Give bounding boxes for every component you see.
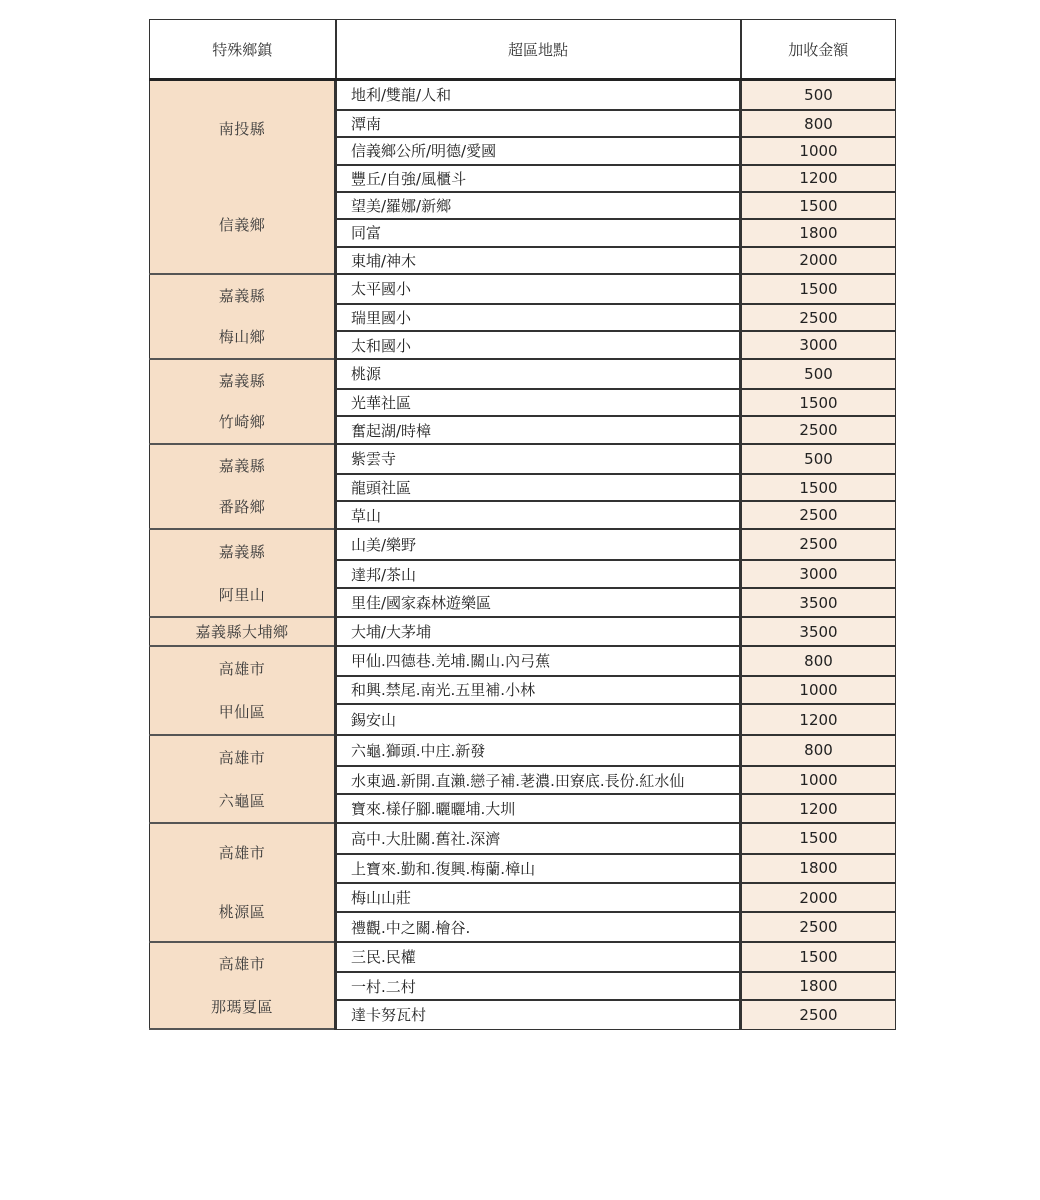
header-surcharge-amount: 加收金額 [741,20,896,80]
table-row [150,274,896,304]
location-cell: 一村.二村 [336,972,741,1001]
amount-cell: 500 [741,80,896,110]
location-cell: 太和國小 [336,331,741,359]
region-township-label: 梅山鄉 [218,328,266,347]
location-cell: 信義鄉公所/明德/愛國 [336,137,741,164]
table-row [150,942,896,972]
location-cell: 上寶來.勤和.復興.梅蘭.樟山 [336,854,741,883]
amount-cell: 3000 [741,560,896,589]
region-label-group [150,647,334,734]
region-township-label: 阿里山 [218,585,266,604]
region-cell [150,646,336,735]
location-cell: 望美/羅娜/新鄉 [336,192,741,219]
location-cell: 瑞里國小 [336,304,741,332]
surcharge-table [149,19,896,1030]
location-cell: 梅山山莊 [336,883,741,912]
amount-cell: 500 [741,359,896,389]
table-body [150,80,896,1030]
region-township-label: 甲仙區 [218,703,266,722]
amount-cell: 1200 [741,165,896,192]
region-label-group [150,824,334,941]
amount-cell: 1500 [741,274,896,304]
region-cell [150,942,336,1029]
table-header [150,20,896,80]
amount-cell: 1800 [741,854,896,883]
region-county-label: 南投縣 [218,120,266,138]
amount-cell: 1500 [741,942,896,972]
amount-cell: 1000 [741,137,896,164]
location-cell: 龍頭社區 [336,474,741,502]
region-cell [150,735,336,823]
region-cell [150,529,336,617]
location-cell: 里佳/國家森林遊樂區 [336,588,741,617]
region-county-label: 嘉義縣 [218,371,266,390]
amount-cell: 1500 [741,389,896,417]
amount-cell: 800 [741,735,896,766]
amount-cell: 1000 [741,676,896,705]
amount-cell: 3500 [741,617,896,646]
region-cell [150,80,336,275]
amount-cell: 1200 [741,794,896,823]
location-cell: 達卡努瓦村 [336,1000,741,1029]
region-label-group [150,530,334,616]
region-township-label: 六龜區 [218,791,266,810]
amount-cell: 1800 [741,219,896,246]
region-cell [150,274,336,359]
location-cell: 光華社區 [336,389,741,417]
location-cell: 達邦/茶山 [336,560,741,589]
header-location: 超區地點 [336,20,741,80]
location-cell: 太平國小 [336,274,741,304]
location-cell: 地利/雙龍/人和 [336,80,741,110]
amount-cell: 500 [741,444,896,474]
location-cell: 寶來.樣仔腳.曬曬埔.大圳 [336,794,741,823]
region-county-label: 高雄市 [218,748,266,767]
location-cell: 甲仙.四德巷.羌埔.關山.內弓蕉 [336,646,741,676]
location-cell: 豐丘/自強/風櫃斗 [336,165,741,192]
table-row [150,529,896,560]
amount-cell: 3000 [741,331,896,359]
region-label-group [150,618,334,645]
amount-cell: 2500 [741,912,896,942]
region-township-label: 那瑪夏區 [210,997,273,1016]
region-township-label: 番路鄉 [218,498,266,517]
location-cell: 禮觀.中之關.檜谷. [336,912,741,942]
location-cell: 三民.民權 [336,942,741,972]
region-county-label: 嘉義縣 [218,286,266,305]
amount-cell: 800 [741,110,896,137]
amount-cell: 1800 [741,972,896,1001]
table-row [150,80,896,110]
location-cell: 和興.禁尾.南光.五里補.小林 [336,676,741,705]
location-cell: 水東過.新開.直瀨.戀子補.荖濃.田寮底.長份.紅水仙 [336,766,741,795]
region-county-label: 高雄市 [218,844,266,863]
region-cell [150,823,336,942]
table-row [150,735,896,766]
amount-cell: 800 [741,646,896,676]
amount-cell: 3500 [741,588,896,617]
amount-cell: 1500 [741,474,896,502]
region-township-label: 信義鄉 [218,216,266,234]
region-label-group [150,360,334,443]
table-row [150,823,896,854]
region-label-group [150,943,334,1028]
region-township-label: 桃源區 [218,902,266,921]
location-cell: 桃源 [336,359,741,389]
region-township-label: 竹崎鄉 [218,413,266,432]
table-row [150,646,896,676]
region-label-group [150,445,334,528]
location-cell: 六龜.獅頭.中庄.新發 [336,735,741,766]
region-county-label: 高雄市 [218,659,266,678]
amount-cell: 2000 [741,883,896,912]
region-county-label: 高雄市 [218,955,266,974]
location-cell: 同富 [336,219,741,246]
amount-cell: 2500 [741,304,896,332]
location-cell: 紫雲寺 [336,444,741,474]
region-county-label: 嘉義縣 [218,456,266,475]
region-cell [150,617,336,646]
region-county-label: 嘉義縣大埔鄉 [195,622,289,641]
region-label-group [150,81,334,273]
location-cell: 錫安山 [336,704,741,735]
amount-cell: 1500 [741,192,896,219]
location-cell: 東埔/神木 [336,247,741,274]
table-row [150,617,896,646]
header-special-township: 特殊鄉鎮 [150,20,336,80]
region-label-group [150,275,334,358]
table-row [150,444,896,474]
region-label-group [150,736,334,822]
location-cell: 草山 [336,501,741,529]
location-cell: 高中.大肚關.舊社.深濟 [336,823,741,854]
table-row [150,359,896,389]
region-cell [150,359,336,444]
amount-cell: 2500 [741,529,896,560]
amount-cell: 1200 [741,704,896,735]
amount-cell: 2500 [741,1000,896,1029]
amount-cell: 1000 [741,766,896,795]
header-row [150,20,896,80]
amount-cell: 1500 [741,823,896,854]
location-cell: 山美/樂野 [336,529,741,560]
location-cell: 潭南 [336,110,741,137]
region-cell [150,444,336,529]
region-county-label: 嘉義縣 [218,542,266,561]
location-cell: 大埔/大茅埔 [336,617,741,646]
amount-cell: 2500 [741,501,896,529]
location-cell: 奮起湖/時樟 [336,416,741,444]
amount-cell: 2000 [741,247,896,274]
amount-cell: 2500 [741,416,896,444]
